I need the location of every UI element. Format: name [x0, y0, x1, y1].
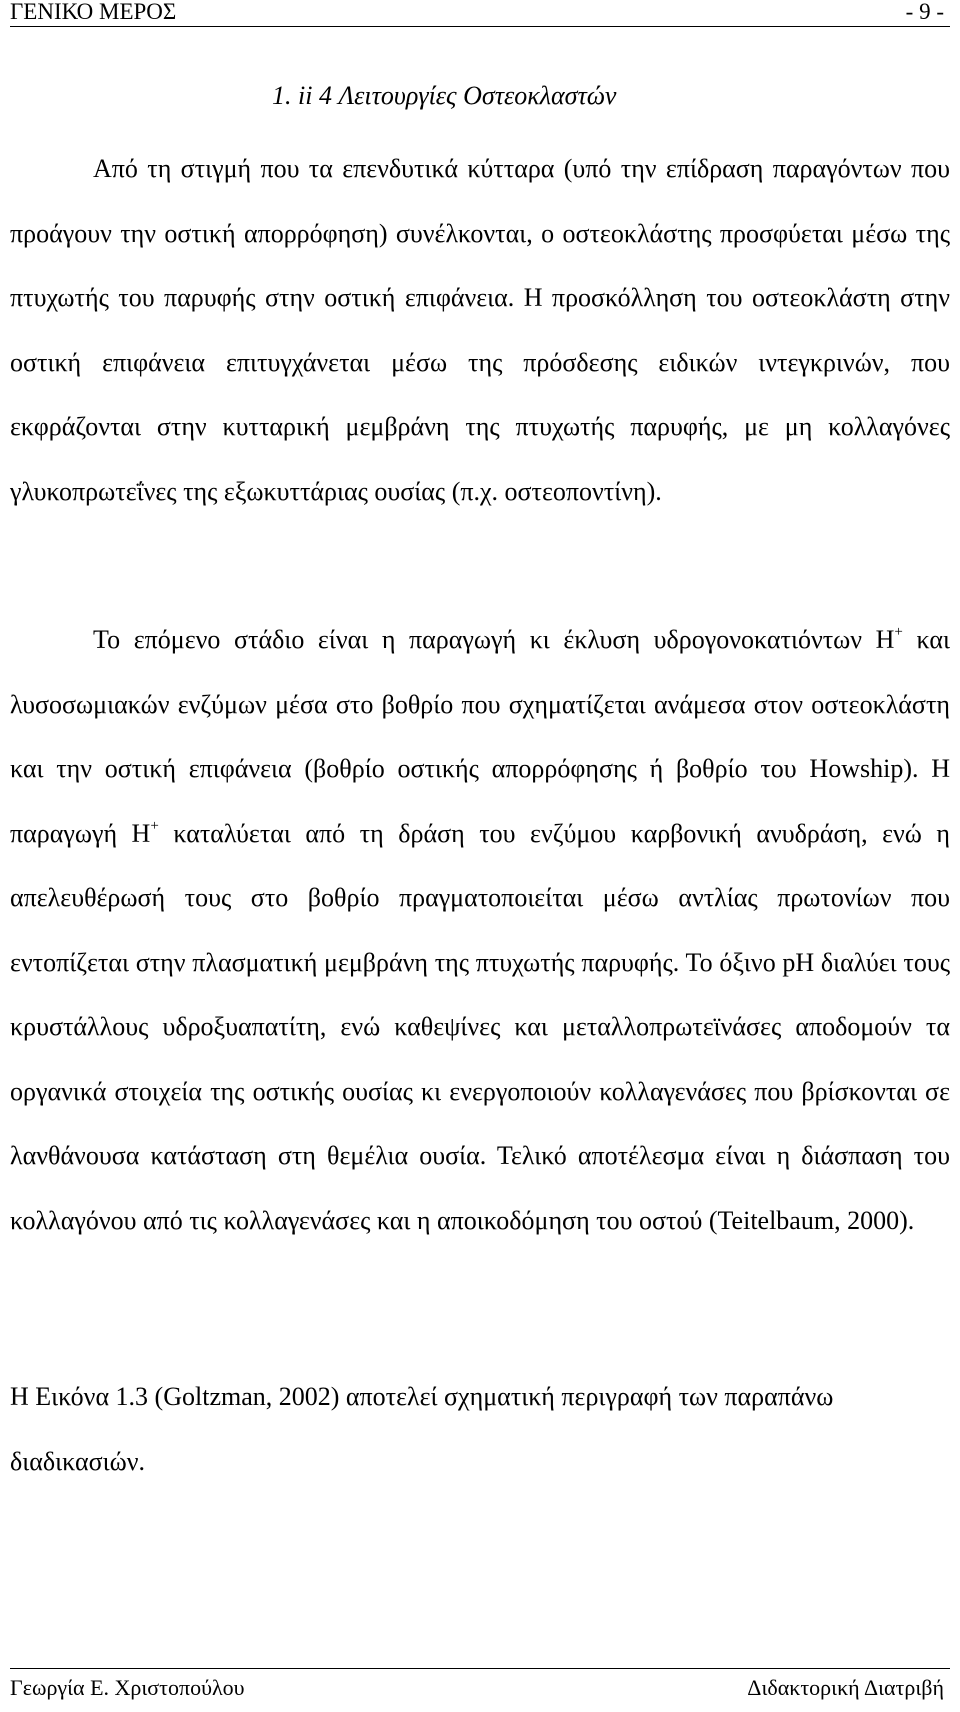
header-section-label: ΓΕΝΙΚΟ ΜΕΡΟΣ [10, 0, 177, 24]
paragraph-figure-reference: Η Εικόνα 1.3 (Goltzman, 2002) αποτελεί σχηματική περιγραφή των παραπάνω διαδικασιών. [10, 1382, 834, 1476]
paragraph2-text-3: καταλύεται από τη δράση του ενζύμου καρβονική ανυδράση, ενώ η απελευθέρωσή τους στο βοθρίο πραγματοποιείται μέσω αντλίας πρωτονίων που εντοπίζεται στην πλασματική μεμβράνη της πτυχωτής παρυφής. Το όξινο pH διαλύει τους κρυστάλλους υδροξυαπατίτη, ενώ καθεψίνες και μεταλλοπρωτεϊνάσες αποδομούν τα οργανικά στοιχεία της οστικής ουσίας κι ενεργοποιούν κολλαγενάσες που βρίσκονται σε λανθάνουσα κατάσταση στη θεμέλια ουσία. Τελικό αποτέλεσμα είναι η διάσπαση του κολλαγόνου από τις κολλαγενάσες και η αποικοδόμηση του οστού (Teitelbaum, 2000). [10, 818, 950, 1235]
paragraph-osteoclast-attachment: Από τη στιγμή που τα επενδυτικά κύτταρα (υπό την επίδραση παραγόντων που προάγουν την οστική απορρόφηση) συνέλκονται, ο οστεοκλάστης προσφύεται μέσω της πτυχωτής του παρυφής στην οστική επιφάνεια. Η προσκόλληση του οστεοκλάστη στην οστική επιφάνεια επιτυγχάνεται μέσω της πρόσδεσης ειδικών ιντεγκρινών, που εκφράζονται στην κυτταρική μεμβράνη της πτυχωτής παρυφής, με μη κολλαγόνες γλυκοπρωτεΐνες της εξωκυττάριας ουσίας (π.χ. οστεοποντίνη). [10, 154, 950, 506]
superscript-plus: + [894, 624, 903, 640]
paragraph2-text-2: και λυσοσωμιακών ενζύμων μέσα στο βοθρίο που σχηματίζεται ανάμεσα στον οστεοκλάστη και την οστική επιφάνεια (βοθρίο οστικής απορρόφησης ή βοθρίο του Howship). Η παραγωγή Η [10, 625, 950, 848]
footer-document-type: Διδακτορική Διατριβή [747, 1675, 944, 1700]
page-footer [10, 1668, 950, 1703]
footer-author: Γεωργία Ε. Χριστοπούλου [10, 1675, 245, 1700]
paragraph2-text-1: Το επόμενο στάδιο είναι η παραγωγή κι έκλυση υδρογονοκατιόντων Η [93, 625, 895, 654]
superscript-plus: + [150, 817, 159, 834]
page-number: - 9 - [905, 0, 944, 24]
page-header [10, 0, 950, 27]
section-title: 1. ii 4 Λειτουργίες Οστεοκλαστών [272, 81, 617, 110]
paragraph-resorption-process [10, 608, 950, 1253]
